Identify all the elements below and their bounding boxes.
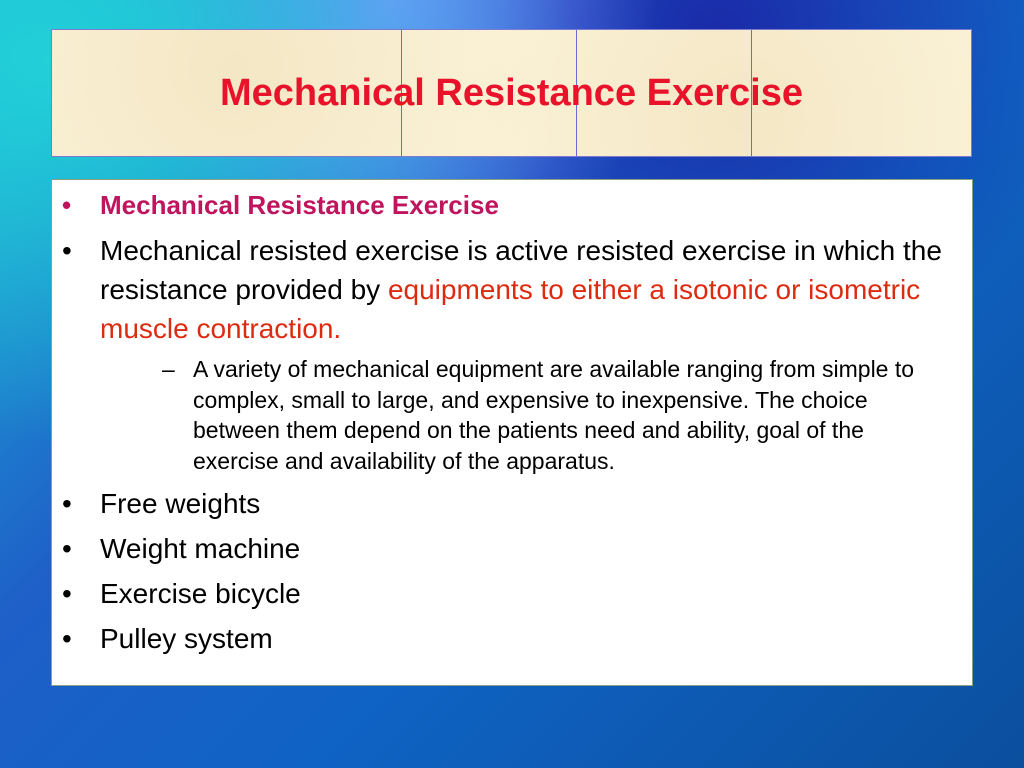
bullet-item: [52, 574, 954, 613]
title-panel: [51, 29, 972, 157]
bullet-item: [52, 484, 954, 523]
bullet-marker: •: [62, 578, 72, 609]
content-panel: [51, 179, 973, 686]
bullet-text: Mechanical resisted exercise is active resisted exercise in which the resistance provided by: [100, 235, 942, 305]
bullet-item: [52, 619, 954, 658]
bullet-marker: •: [62, 533, 72, 564]
bullet-item: [52, 529, 954, 568]
bullet-text: Pulley system: [100, 623, 273, 654]
sub-bullet-marker: –: [162, 356, 175, 382]
bullet-list: [52, 186, 954, 664]
slide-title: Mechanical Resistance Exercise: [219, 71, 803, 114]
bullet-marker: •: [62, 623, 72, 654]
sub-bullet-list: [100, 354, 954, 476]
bullet-item: [52, 231, 954, 476]
bullet-marker: •: [62, 488, 72, 519]
bullet-item: [52, 186, 954, 225]
bullet-marker: •: [62, 190, 72, 220]
bullet-text: Free weights: [100, 488, 261, 519]
sub-bullet-text: A variety of mechanical equipment are available ranging from simple to complex, small to large, and expensive to inexpensive. The choice between them depend on the patients need and ability, goal of the exercise and availability of the apparatus.: [193, 356, 915, 474]
bullet-text: Exercise bicycle: [100, 578, 301, 609]
bullet-text: Mechanical Resistance Exercise: [100, 190, 499, 220]
bullet-highlight-text: equipments to either a isotonic or isometric muscle contraction.: [100, 274, 921, 344]
bullet-marker: •: [62, 235, 72, 266]
sub-bullet-item: [100, 354, 954, 476]
bullet-text: Weight machine: [100, 533, 301, 564]
